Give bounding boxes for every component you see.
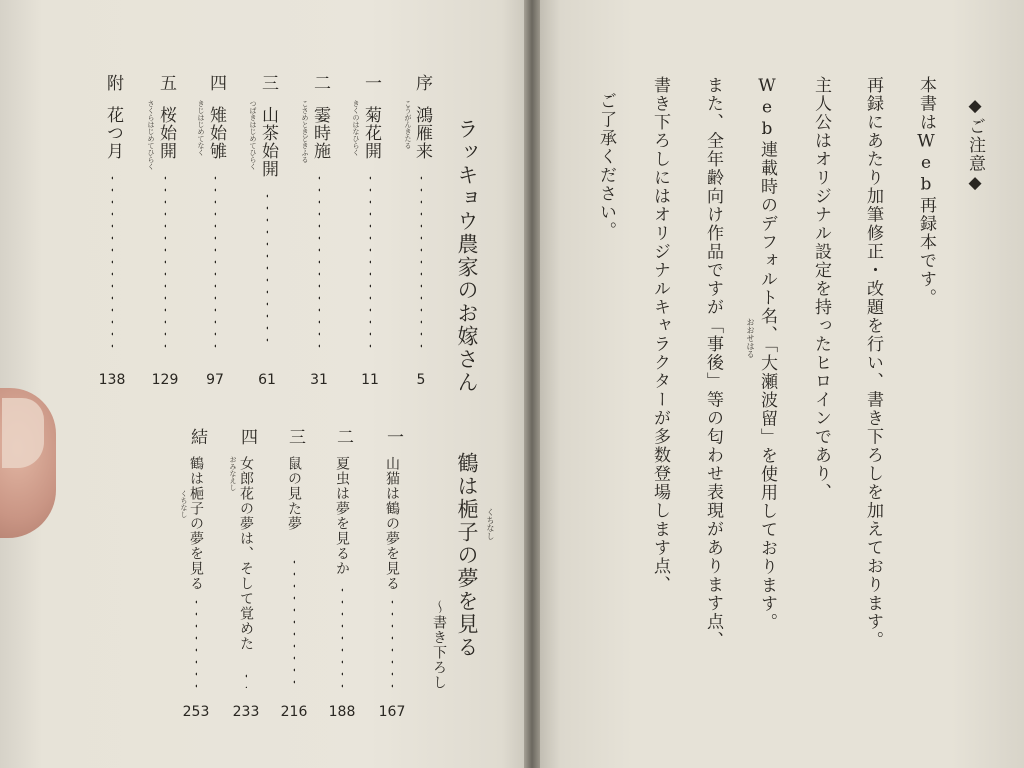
toc-entry-title: 夏虫は夢を見るか [334, 456, 350, 576]
toc-entry-ruby: おみなえし [229, 456, 237, 491]
notice-name-ruby: おおせはる [746, 318, 755, 358]
toc-entry-number: 二 [310, 74, 330, 92]
toc-page-number: 5 [416, 372, 426, 388]
notice-line: 再録にあたり加筆修正・改題を行い、書き下ろしを加えております。 [863, 76, 883, 650]
toc-entry-number: 附 [103, 74, 123, 92]
toc-entry-ruby: さくらはじめてひらく [147, 100, 155, 170]
toc-entry-number: 一 [383, 428, 403, 446]
toc-entry-number: 一 [361, 74, 381, 92]
toc-entry-title: 鴻雁来 [412, 106, 432, 160]
toc-entry-ruby: こさめときどきふる [301, 100, 309, 163]
toc-entry-title: 桜始開 [156, 106, 176, 160]
toc-leader-dots [214, 172, 216, 348]
toc-entry-title: 山茶始開 [258, 106, 278, 178]
toc-page-number: 167 [378, 704, 406, 720]
toc-entry-number: 序 [412, 74, 432, 92]
toc-leader-dots [164, 172, 166, 348]
toc-entry-number: 四 [237, 428, 257, 446]
toc-leader-dots [391, 596, 393, 688]
notice-line: 本書はWeb再録本です。 [916, 76, 936, 307]
toc-entry-ruby: くちなし [180, 490, 188, 518]
toc-entry-number: 二 [333, 428, 353, 446]
toc-leader-dots [111, 172, 113, 348]
toc-page-number: 188 [328, 704, 356, 720]
toc-entry-title: 雉始雊 [206, 106, 226, 160]
toc-entry-number: 五 [156, 74, 176, 92]
toc-page-number: 11 [361, 372, 379, 388]
toc-entry-number: 三 [285, 428, 305, 446]
toc-book2-subtitle: ～書き下ろし [431, 600, 447, 690]
toc-page-number: 129 [151, 372, 179, 388]
toc-leader-dots [245, 670, 247, 688]
toc-leader-dots [341, 584, 343, 688]
notice-line: Web連載時のデフォルト名、「大瀬波留」を使用しております。 [757, 76, 777, 632]
toc-entry-title: 女郎花の夢は、そして覚めた [238, 456, 254, 651]
toc-page-number: 31 [310, 372, 328, 388]
toc-entry-ruby: こうがんきたる [404, 100, 412, 149]
book-gutter [524, 0, 540, 768]
notice-line: 主人公はオリジナル設定を持ったヒロインであり、 [811, 76, 831, 502]
toc-entry-ruby: きじはじめてなく [197, 100, 205, 156]
notice-line: また、全年齢向け作品ですが「事後」等の匂わせ表現があります点、 [703, 76, 723, 650]
toc-page-number: 138 [98, 372, 126, 388]
toc-leader-dots [318, 172, 320, 348]
toc-page-number: 233 [232, 704, 260, 720]
toc-book1-title: ラッキョウ農家のお嫁さん [455, 118, 479, 394]
toc-entry-number: 三 [258, 74, 278, 92]
toc-leader-dots [195, 596, 197, 688]
toc-leader-dots [266, 190, 268, 348]
toc-entry-title: 霎時施 [310, 106, 330, 160]
toc-leader-dots [293, 556, 295, 688]
toc-entry-title: 鶴は梔子の夢を見る [188, 456, 204, 591]
notice-line: ご了承ください。 [596, 92, 616, 240]
toc-entry-title: 菊花開 [361, 106, 381, 160]
toc-entry-title: 花つ月 [103, 106, 123, 160]
toc-page-number: 97 [206, 372, 224, 388]
notice-line: 書き下ろしにはオリジナルキャラクターが多数登場します点、 [650, 76, 670, 594]
toc-page-number: 61 [258, 372, 276, 388]
toc-entry-number: 四 [206, 74, 226, 92]
toc-page-number: 253 [182, 704, 210, 720]
thumbnail [2, 398, 44, 468]
toc-entry-ruby: きくのはなひらく [352, 100, 360, 156]
toc-book2-title-ruby: くちなし [486, 508, 495, 540]
toc-entry-title: 鼠の見た夢 [286, 456, 302, 531]
toc-entry-number: 結 [187, 428, 207, 446]
toc-entry-ruby: つばきはじめてひらく [249, 100, 257, 170]
notice-heading: ◆ご注意◆ [965, 96, 985, 195]
toc-page-number: 216 [280, 704, 308, 720]
toc-leader-dots [420, 172, 422, 348]
toc-book2-title: 鶴は梔子の夢を見る [455, 452, 479, 659]
toc-leader-dots [369, 172, 371, 348]
toc-entry-title: 山猫は鶴の夢を見る [384, 456, 400, 591]
